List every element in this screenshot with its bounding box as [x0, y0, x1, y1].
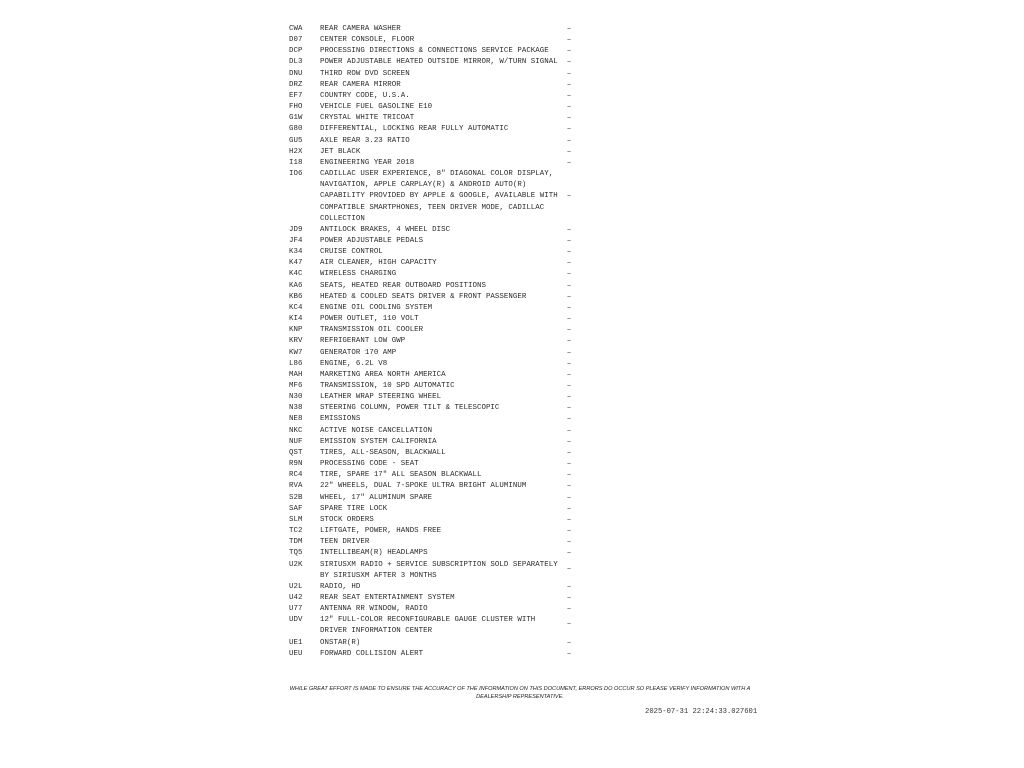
option-price: –	[566, 158, 572, 167]
option-code: L86	[289, 359, 303, 368]
option-description: ENGINE OIL COOLING SYSTEM	[320, 303, 433, 312]
option-description: LEATHER WRAP STEERING WHEEL	[320, 393, 442, 402]
option-row	[289, 526, 579, 537]
option-description: REFRIGERANT LOW GWP	[320, 337, 406, 346]
option-row	[289, 269, 579, 280]
option-code: DL3	[289, 58, 303, 67]
option-price: –	[566, 493, 572, 502]
option-row	[289, 24, 579, 35]
option-row	[289, 57, 579, 68]
option-code: KNP	[289, 326, 303, 335]
option-description: ENGINE, 6.2L V8	[320, 359, 388, 368]
option-code: G80	[289, 125, 303, 134]
option-description: VEHICLE FUEL GASOLINE E10	[320, 103, 433, 112]
option-code: FHO	[289, 103, 303, 112]
option-price: –	[566, 236, 572, 245]
option-code: G1W	[289, 114, 303, 123]
option-price: –	[566, 292, 572, 301]
option-price: –	[566, 460, 572, 469]
option-description: PROCESSING CODE - SEAT	[320, 460, 419, 469]
option-price: –	[566, 448, 572, 457]
option-code: U42	[289, 593, 303, 602]
option-row	[289, 292, 579, 303]
option-row	[289, 493, 579, 504]
option-code: EF7	[289, 91, 303, 100]
option-code: KRV	[289, 337, 303, 346]
option-description: CRUISE CONTROL	[320, 248, 383, 257]
option-price: –	[566, 281, 572, 290]
option-code: UDV	[289, 616, 303, 625]
option-price: –	[566, 370, 572, 379]
option-code: UE1	[289, 638, 303, 647]
option-price: –	[566, 248, 572, 257]
option-row	[289, 69, 579, 80]
option-description: CENTER CONSOLE, FLOOR	[320, 36, 415, 45]
option-price: –	[566, 47, 572, 56]
option-price: –	[566, 471, 572, 480]
option-description: JET BLACK	[320, 147, 361, 156]
option-price: –	[566, 348, 572, 357]
option-row	[289, 359, 579, 370]
option-code: K4C	[289, 270, 303, 279]
option-price: –	[566, 359, 572, 368]
option-row	[289, 102, 579, 113]
option-description: ACTIVE NOISE CANCELLATION	[320, 426, 433, 435]
option-price: –	[566, 259, 572, 268]
option-description: TIRES, ALL-SEASON, BLACKWALL	[320, 448, 446, 457]
option-price: –	[566, 582, 572, 591]
option-code: MAH	[289, 370, 303, 379]
option-row	[289, 258, 579, 269]
option-row	[289, 392, 579, 403]
option-description: TRANSMISSION, 10 SPD AUTOMATIC	[320, 382, 455, 390]
option-price: –	[566, 437, 572, 446]
option-description: DIFFERENTIAL, LOCKING REAR FULLY AUTOMATIC	[320, 125, 509, 134]
option-price: –	[566, 270, 572, 279]
option-code: GU5	[289, 136, 303, 145]
option-code: QST	[289, 448, 303, 457]
option-price: –	[566, 36, 572, 45]
option-code: RC4	[289, 471, 303, 480]
option-description: SIRIUSXM RADIO + SERVICE SUBSCRIPTION SOLD SEPARATELY BY SIRIUSXM AFTER 3 MONTHS	[320, 560, 558, 580]
option-row	[289, 604, 579, 615]
option-price: –	[566, 337, 572, 346]
option-code: TQ5	[289, 549, 303, 558]
option-price: –	[566, 114, 572, 123]
option-row	[289, 113, 579, 124]
option-price: –	[566, 225, 572, 234]
option-code: H2X	[289, 147, 303, 156]
option-description: REAR CAMERA WASHER	[320, 25, 401, 33]
option-price: –	[566, 620, 572, 629]
option-row	[289, 169, 579, 225]
option-code: KI4	[289, 315, 303, 324]
option-code: I18	[289, 158, 303, 167]
option-description: THIRD ROW DVD SCREEN	[320, 69, 410, 78]
option-code: MF6	[289, 382, 303, 390]
option-code: SAF	[289, 504, 303, 513]
option-code: JD9	[289, 225, 303, 234]
option-row	[289, 548, 579, 559]
option-description: EMISSION SYSTEM CALIFORNIA	[320, 437, 437, 446]
option-code: R9N	[289, 460, 303, 469]
option-code: U2K	[289, 560, 303, 569]
option-row	[289, 80, 579, 91]
option-description: 12" FULL-COLOR RECONFIGURABLE GAUGE CLUSTER WITH DRIVER INFORMATION CENTER	[320, 616, 536, 636]
option-price: –	[566, 147, 572, 156]
option-code: DRZ	[289, 80, 303, 89]
option-row	[289, 593, 579, 604]
option-price: –	[566, 326, 572, 335]
options-list	[289, 24, 579, 660]
option-price: –	[566, 303, 572, 312]
option-description: INTELLIBEAM(R) HEADLAMPS	[320, 549, 428, 558]
option-price: –	[566, 482, 572, 491]
option-code: CWA	[289, 25, 303, 33]
option-row	[289, 448, 579, 459]
option-price: –	[566, 136, 572, 145]
option-description: HEATED & COOLED SEATS DRIVER & FRONT PASSENGER	[320, 292, 527, 301]
option-code: NKC	[289, 426, 303, 435]
option-price: –	[566, 605, 572, 614]
option-row	[289, 314, 579, 325]
option-row	[289, 504, 579, 515]
option-row	[289, 470, 579, 481]
option-row	[289, 459, 579, 470]
option-description: WIRELESS CHARGING	[320, 270, 397, 279]
option-description: ONSTAR(R)	[320, 638, 361, 647]
disclaimer-text: WHILE GREAT EFFORT IS MADE TO ENSURE THE ACCURACY OF THE INFORMATION ON THIS DOCUMENT, ERRORS DO OCCUR SO PLEASE VERIFY INFORMATION WITH A DEALERSHIP REPRESENTATIVE.	[289, 686, 751, 700]
option-description: REAR SEAT ENTERTAINMENT SYSTEM	[320, 593, 455, 602]
option-row	[289, 426, 579, 437]
option-code: K34	[289, 248, 303, 257]
option-code: RVA	[289, 482, 303, 491]
option-price: –	[566, 549, 572, 558]
option-description: AXLE REAR 3.23 RATIO	[320, 136, 410, 145]
option-row	[289, 225, 579, 236]
option-description: COUNTRY CODE, U.S.A.	[320, 91, 410, 100]
option-description: STOCK ORDERS	[320, 515, 374, 524]
option-price: –	[566, 25, 572, 33]
option-row	[289, 560, 579, 582]
option-description: TRANSMISSION OIL COOLER	[320, 326, 424, 335]
option-row	[289, 35, 579, 46]
option-description: MARKETING AREA NORTH AMERICA	[320, 370, 446, 379]
option-description: FORWARD COLLISION ALERT	[320, 649, 424, 658]
option-price: –	[566, 103, 572, 112]
option-row	[289, 247, 579, 258]
option-description: EMISSIONS	[320, 415, 361, 424]
option-description: TEEN DRIVER	[320, 538, 370, 547]
option-description: 22" WHEELS, DUAL 7-SPOKE ULTRA BRIGHT ALUMINUM	[320, 482, 527, 491]
option-code: NUF	[289, 437, 303, 446]
option-row	[289, 124, 579, 135]
option-code: KB6	[289, 292, 303, 301]
option-code: TDM	[289, 538, 303, 547]
option-description: STEERING COLUMN, POWER TILT & TELESCOPIC	[320, 404, 500, 413]
option-description: SEATS, HEATED REAR OUTBOARD POSITIONS	[320, 281, 486, 290]
option-row	[289, 303, 579, 314]
option-row	[289, 236, 579, 247]
option-row	[289, 348, 579, 359]
option-price: –	[566, 192, 572, 201]
option-description: CADILLAC USER EXPERIENCE, 8" DIAGONAL COLOR DISPLAY, NAVIGATION, APPLE CARPLAY(R) & ANDROID AUTO(R) CAPABILITY PROVIDED BY APPLE & GOOGLE, AVAILABLE WITH COMPATIBLE SMARTPHONES, TEEN DRIVER MODE, CADILLAC COLLECTION	[320, 170, 558, 223]
option-row	[289, 325, 579, 336]
option-code: NE8	[289, 415, 303, 424]
option-row	[289, 649, 579, 660]
option-price: –	[566, 515, 572, 524]
option-code: KA6	[289, 281, 303, 290]
option-description: SPARE TIRE LOCK	[320, 504, 388, 513]
option-price: –	[566, 69, 572, 78]
option-price: –	[566, 91, 572, 100]
option-price: –	[566, 649, 572, 658]
option-row	[289, 336, 579, 347]
option-row	[289, 158, 579, 169]
option-code: UEU	[289, 649, 303, 658]
option-price: –	[566, 564, 572, 573]
option-description: AIR CLEANER, HIGH CAPACITY	[320, 259, 437, 268]
option-code: IO6	[289, 170, 303, 179]
option-description: RADIO, HD	[320, 582, 361, 591]
option-row	[289, 381, 579, 392]
option-price: –	[566, 426, 572, 435]
option-row	[289, 147, 579, 158]
option-row	[289, 615, 579, 637]
option-price: –	[566, 593, 572, 602]
option-code: TC2	[289, 527, 303, 536]
option-code: D07	[289, 36, 303, 45]
option-price: –	[566, 125, 572, 134]
option-description: WHEEL, 17" ALUMINUM SPARE	[320, 493, 433, 502]
option-row	[289, 91, 579, 102]
option-row	[289, 582, 579, 593]
option-row	[289, 414, 579, 425]
option-row	[289, 403, 579, 414]
option-description: REAR CAMERA MIRROR	[320, 80, 401, 89]
option-price: –	[566, 504, 572, 513]
option-code: KW7	[289, 348, 303, 357]
option-description: POWER OUTLET, 110 VOLT	[320, 315, 419, 324]
option-code: U77	[289, 605, 303, 614]
option-code: JF4	[289, 236, 303, 245]
option-description: POWER ADJUSTABLE PEDALS	[320, 236, 424, 245]
option-code: DNU	[289, 69, 303, 78]
option-code: SLM	[289, 515, 303, 524]
option-row	[289, 370, 579, 381]
option-row	[289, 437, 579, 448]
option-code: N38	[289, 404, 303, 413]
option-row	[289, 281, 579, 292]
option-row	[289, 46, 579, 57]
option-description: LIFTGATE, POWER, HANDS FREE	[320, 527, 442, 536]
option-code: S2B	[289, 493, 303, 502]
option-price: –	[566, 80, 572, 89]
option-price: –	[566, 538, 572, 547]
option-description: GENERATOR 170 AMP	[320, 348, 397, 357]
option-code: N30	[289, 393, 303, 402]
option-row	[289, 537, 579, 548]
option-price: –	[566, 58, 572, 67]
option-price: –	[566, 415, 572, 424]
option-price: –	[566, 393, 572, 402]
option-price: –	[566, 315, 572, 324]
option-row	[289, 136, 579, 147]
option-price: –	[566, 382, 572, 390]
option-row	[289, 481, 579, 492]
option-price: –	[566, 638, 572, 647]
print-timestamp: 2025-07-31 22:24:33.027601	[645, 708, 758, 716]
option-description: ANTILOCK BRAKES, 4 WHEEL DISC	[320, 225, 451, 234]
option-row	[289, 638, 579, 649]
option-description: TIRE, SPARE 17" ALL SEASON BLACKWALL	[320, 471, 482, 480]
option-row	[289, 515, 579, 526]
option-price: –	[566, 404, 572, 413]
option-code: K47	[289, 259, 303, 268]
option-description: ANTENNA RR WINDOW, RADIO	[320, 605, 428, 614]
option-description: ENGINEERING YEAR 2018	[320, 158, 415, 167]
option-price: –	[566, 527, 572, 536]
option-code: KC4	[289, 303, 303, 312]
option-description: POWER ADJUSTABLE HEATED OUTSIDE MIRROR, W/TURN SIGNAL	[320, 58, 558, 67]
option-description: CRYSTAL WHITE TRICOAT	[320, 114, 415, 123]
option-code: DCP	[289, 47, 303, 56]
option-code: U2L	[289, 582, 303, 591]
option-description: PROCESSING DIRECTIONS & CONNECTIONS SERVICE PACKAGE	[320, 47, 549, 56]
